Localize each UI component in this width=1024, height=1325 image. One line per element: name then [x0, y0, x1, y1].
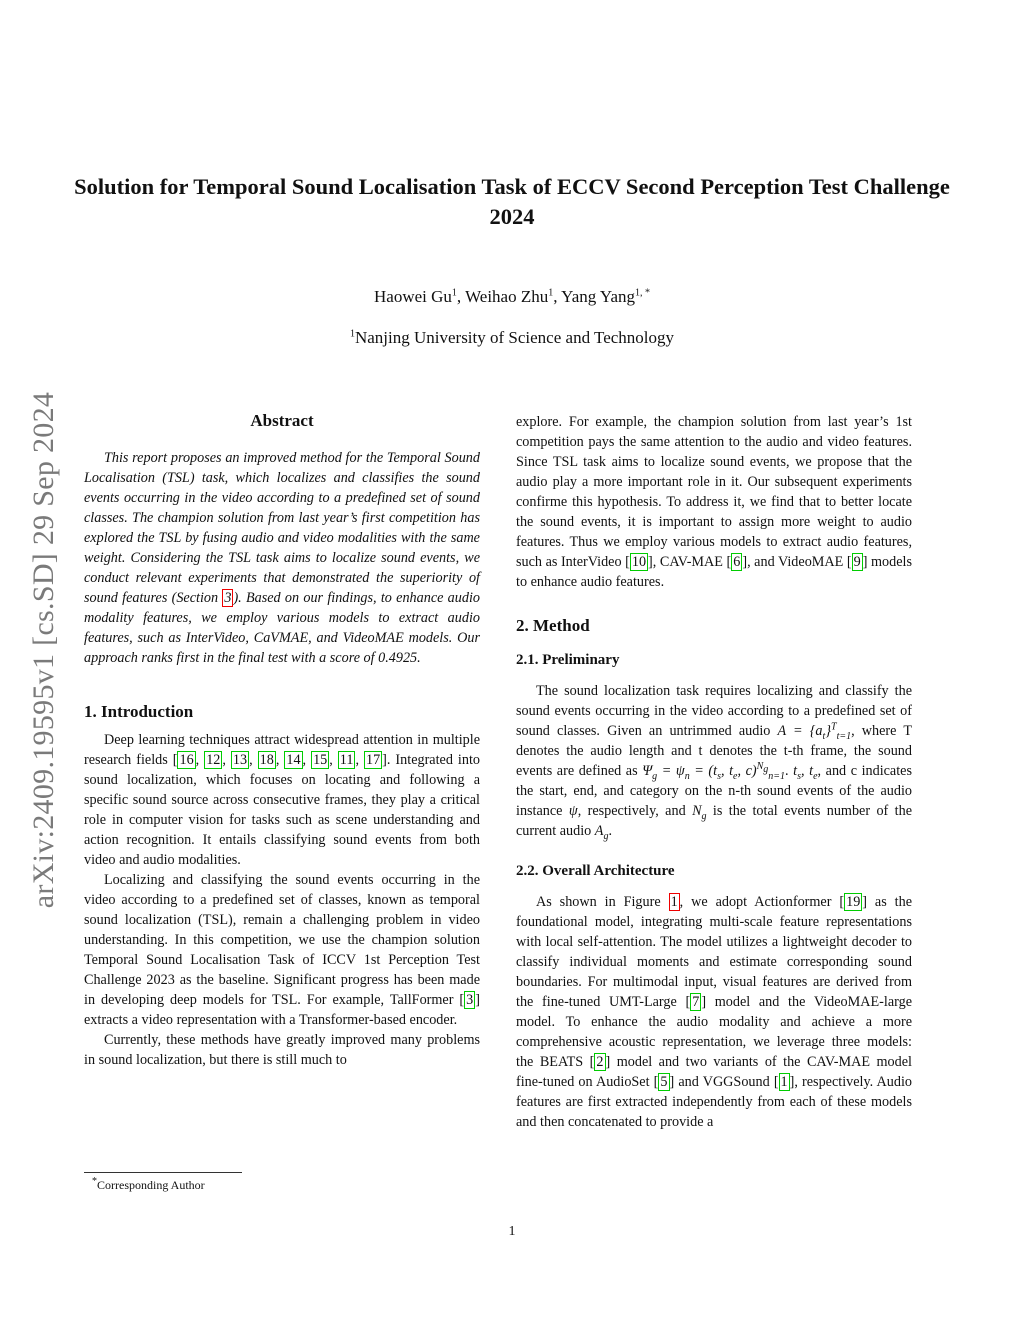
math-inline: $A = \{a_t\}^T_{t=1}$: [777, 721, 852, 742]
citation-link[interactable]: 3: [466, 992, 474, 1008]
math-inline: ψ: [568, 803, 578, 819]
section-ref-link[interactable]: 3: [224, 590, 232, 606]
citation-link[interactable]: 12: [206, 752, 221, 768]
author-name: Yang Yang: [561, 287, 635, 306]
paragraph: The sound localization task requires localizing and classify the sound events occurring in the video according to a predefined set of sound classes. Given an untrimmed audio $A = \{a_t\}^T_{t=1}$, where T denotes the audio length and t denotes the t-th frame, the sound events are defined as $\Psi_g = \psi_n = (t_s$, $t_e$, c)$^{N_g}_{n=1}$. $t_s$, $t_e$, and c indicates the start, end, and category on the n-th sound events of the audio instance ψ, respectively, and $N_g$ is the total events number of the current audio $A_g$.: [516, 683, 913, 842]
citation-link[interactable]: 17: [365, 752, 381, 768]
citation-link[interactable]: 15: [313, 752, 328, 768]
left-column: [84, 400, 480, 1070]
footnote-text: Corresponding Author: [97, 1178, 205, 1192]
footnote-divider: [84, 1172, 242, 1173]
author-affiliation-mark: 1: [548, 287, 554, 299]
author-name: Weihao Zhu: [465, 287, 549, 306]
arxiv-stamp: arXiv:2409.19595v1 [cs.SD] 29 Sep 2024: [27, 391, 60, 909]
citation-link[interactable]: 11: [339, 752, 354, 768]
math-inline: $A_g$: [594, 823, 609, 842]
paragraph: Localizing and classifying the sound events occurring in the video according to a predefined set of classes, known as temporal sound localization (TSL), remain a challenging problem in video understanding. In this competition, we use the champion solution Temporal Sound Localisation Task of ICCV 1st Perception Test Challenge 2023 as the baseline. Significant progress has been made in developing deep models for TSL. For example, TallFormer [ 3 ] extracts a video representation with a Transformer-based encoder.: [84, 872, 480, 1028]
citation-link[interactable]: 1: [780, 1074, 788, 1090]
citation-link[interactable]: 10: [631, 554, 647, 570]
paragraph: Currently, these methods have greatly improved many problems in sound localization, but there is still much to: [84, 1032, 480, 1068]
math-inline: $N_g$: [692, 803, 707, 822]
citation-link[interactable]: 6: [733, 554, 741, 570]
citation-link[interactable]: 7: [692, 994, 700, 1010]
figure-ref-link[interactable]: 1: [670, 894, 678, 910]
citation-link[interactable]: 5: [660, 1074, 668, 1090]
citation-link[interactable]: 13: [232, 752, 248, 768]
affiliation-name: Nanjing University of Science and Technology: [354, 328, 675, 347]
paper-title: Solution for Temporal Sound Localisation Task of ECCV Second Perception Test Challenge 2024: [74, 174, 950, 229]
math-inline: $\Psi_g = \psi_n = (t_s$, $t_e$, c)$^{N_g}_{n=1}$: [642, 761, 786, 782]
subsection-heading-preliminary: 2.1. Preliminary: [516, 652, 620, 668]
footnote: [92, 1177, 205, 1193]
section-heading-introduction: 1. Introduction: [84, 702, 194, 721]
affiliation-mark: 1: [349, 328, 355, 340]
paragraph: Deep learning techniques attract widespread attention in multiple research fields [ 16 , 12 , 13 , 18 , 14 , 15 , 11 , 17 ]. Integrated into sound localization, which focuses on locating and following a specific sound source across consecutive frames, they play a critical role in computer vision for tasks such as scene understanding and action recognition. It entails classifying sound events from both video and audio modalities.: [84, 732, 480, 868]
math-inline: $t_s$, $t_e$: [793, 763, 818, 782]
paragraph: As shown in Figure 1 , we adopt Actionformer [ 19 ] as the foundational model, integrating multi-scale feature representations with local self-attention. The model utilizes a lightweight decoder to classify individual moments and estimate corresponding sound boundaries. For multimodal input, visual features are derived from the fine-tuned UMT-Large [ 7 ] model and the VideoMAE-large model. To enhance the audio modality and achieve a more comprehensive acoustic representation, we leverage three models: the BEATS [ 2 ] model and two variants of the CAV-MAE model fine-tuned on AudioSet [ 5 ] and VGGSound [ 1 ], respectively. Audio features are first extracted independently from each of these models and then concatenated to provide a: [516, 894, 913, 1130]
citation-link[interactable]: 9: [853, 554, 861, 570]
citation-link[interactable]: 18: [259, 752, 274, 768]
section-heading-method: 2. Method: [516, 616, 590, 635]
author-affiliation-mark: 1, *: [635, 287, 650, 299]
page-number: 1: [508, 1224, 516, 1239]
author-list: Haowei Gu$^1$, Weihao Zhu$^1$, Yang Yang$^{1, *}$: [374, 287, 650, 306]
citation-link[interactable]: 16: [179, 752, 194, 768]
affiliation: [0, 326, 1024, 350]
footnote-mark: *: [92, 1176, 97, 1187]
right-column: [516, 412, 912, 1132]
citation-link[interactable]: 19: [846, 894, 861, 910]
citation-link[interactable]: 14: [286, 752, 301, 768]
citation-link[interactable]: 2: [596, 1054, 604, 1070]
author-affiliation-mark: 1: [451, 287, 457, 299]
author-name: Haowei Gu: [374, 287, 452, 306]
paragraph: explore. For example, the champion solution from last year’s 1st competition pays the same attention to the audio and video features. Since TSL task aims to localize sound events, we propose that the audio play a more important role in it. Our subsequent experiments confirme this hypothesis. To address it, we find that to better locate the sound events, it is important to assign more weight to audio features. Thus we employ various models to extract audio features, such as InterVideo [ 10 ], CAV-MAE [ 6 ], and VideoMAE [ 9 ] models to enhance audio features.: [516, 414, 912, 590]
subsection-heading-architecture: 2.2. Overall Architecture: [516, 863, 675, 879]
abstract-heading: Abstract: [250, 411, 314, 430]
abstract-text: This report proposes an improved method for the Temporal Sound Localisation (TSL) task, which localizes and classifies the sound events occurring in the video according to a predefined set of sound classes. The champion solution from last year’s first competition has explored the TSL by fusing audio and video modalities with the same weight. Considering the TSL task aims to localize sound events, we conduct relevant experiments that demonstrated the superiority of sound features (Section 3 ). Based on our findings, to enhance audio modality features, we employ various models to extract audio features, such as InterVideo, CaVMAE, and VideoMAE models. Our approach ranks first in the final test with a score of 0.4925.: [84, 450, 480, 666]
